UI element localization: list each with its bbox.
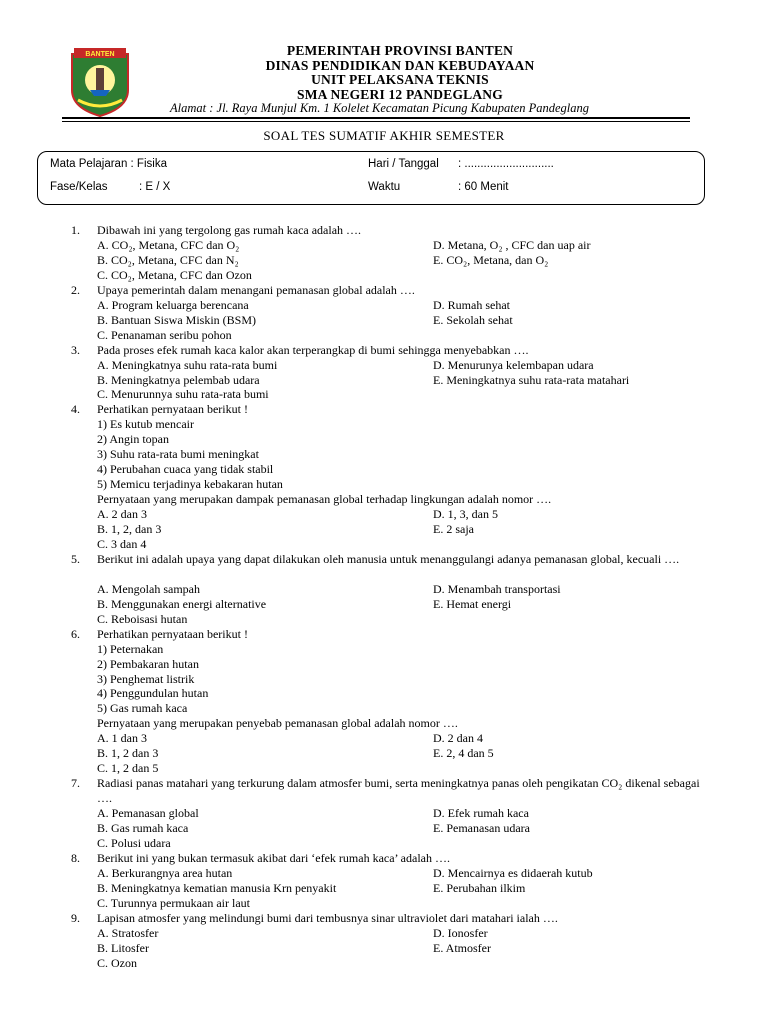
option-d: [433, 507, 498, 522]
option-letter: A.: [97, 865, 112, 880]
option-text: CO₂, Metana, CFC dan Ozon: [111, 267, 252, 282]
option-text: Stratosfer: [111, 925, 159, 940]
option-letter: D.: [433, 507, 448, 522]
option-letter: D.: [433, 297, 448, 312]
option-text: Metana, O₂ , CFC dan uap air: [447, 237, 591, 252]
logo-text: BANTEN: [85, 51, 115, 58]
option-text: CO₂, Metana, CFC dan O₂: [111, 237, 240, 252]
option-b: [97, 881, 336, 896]
option-text: Meningkatnya kematian manusia Krn penyakit: [111, 880, 337, 895]
option-text: 1, 3, dan 5: [447, 507, 498, 522]
time-label: Waktu: [368, 181, 401, 193]
option-a: [97, 926, 158, 941]
question-number: 3.: [71, 342, 80, 357]
option-text: CO₂, Metana, dan O₂: [446, 252, 549, 267]
option-letter: A.: [97, 507, 112, 522]
question-number: 5.: [71, 551, 80, 566]
option-text: Penanaman seribu pohon: [111, 327, 232, 342]
statement-item: 1) Es kutub mencair: [97, 417, 194, 432]
question-text: Perhatikan pernyataan berikut !: [97, 626, 248, 641]
header-rule-thick: [62, 117, 690, 119]
statement-item: 4) Perubahan cuaca yang tidak stabil: [97, 462, 274, 477]
phase-value: : E / X: [139, 181, 171, 193]
option-text: 2 dan 4: [447, 731, 483, 746]
question-text: Berikut ini adalah upaya yang dapat dilakukan oleh manusia untuk menanggulangi adanya pemanasan global, kecuali ….: [97, 551, 680, 566]
option-c: [97, 956, 137, 971]
statement-item: 5) Memicu terjadinya kebakaran hutan: [97, 477, 283, 492]
option-text: Meningkatnya suhu rata-rata bumi: [111, 357, 278, 372]
day-value: : ............................: [458, 158, 554, 170]
option-text: Efek rumah kaca: [447, 806, 529, 821]
option-text: Berkurangnya area hutan: [111, 865, 233, 880]
option-e: [433, 253, 548, 268]
option-text: Turunnya permukaan air laut: [110, 895, 250, 910]
option-text: 1 dan 3: [111, 731, 147, 746]
option-text: Menambah transportasi: [447, 581, 561, 596]
option-text: 1, 2 dan 3: [111, 746, 159, 761]
option-b: [97, 597, 266, 612]
option-text: Ozon: [111, 955, 138, 970]
option-d: [433, 731, 483, 746]
option-text: Gas rumah kaca: [111, 821, 189, 835]
option-a: [97, 806, 199, 821]
option-c: [97, 761, 158, 776]
option-letter: B.: [97, 746, 112, 761]
option-b: [97, 253, 239, 268]
option-c: [97, 387, 269, 402]
question-number: 2.: [71, 282, 80, 297]
option-text: Reboisasi hutan: [111, 611, 188, 626]
header-line-3: UNIT PELAKSANA TEKNIS: [311, 72, 489, 87]
option-text: Mencairnya es didaerah kutub: [447, 865, 593, 880]
option-letter: E.: [433, 252, 447, 267]
option-text: Meningkatnya suhu rata-rata matahari: [446, 372, 630, 387]
header-line-4: SMA NEGERI 12 PANDEGLANG: [297, 86, 503, 102]
day-label: Hari / Tanggal: [368, 158, 439, 170]
option-letter: B.: [97, 312, 112, 327]
option-text: Pemanasan udara: [446, 821, 530, 835]
option-letter: C.: [97, 267, 112, 282]
subject-label: Mata Pelajaran : Fisika: [50, 158, 167, 170]
exam-title: SOAL TES SUMATIF AKHIR SEMESTER: [263, 128, 505, 143]
question-text: Perhatikan pernyataan berikut !: [97, 402, 248, 417]
option-b: [97, 313, 256, 328]
question-text: Upaya pemerintah dalam menangani pemanasan global adalah ….: [97, 282, 415, 297]
option-letter: A.: [97, 806, 112, 821]
option-letter: C.: [97, 835, 112, 850]
option-letter: A.: [97, 357, 112, 372]
option-letter: E.: [433, 312, 447, 327]
option-b: [97, 373, 260, 388]
option-a: [97, 866, 232, 881]
option-letter: B.: [97, 522, 112, 536]
question-text: Berikut ini yang bukan termasuk akibat dari ‘efek rumah kaca’ adalah ….: [97, 850, 450, 865]
option-e: [433, 522, 474, 537]
option-e: [433, 597, 511, 612]
option-e: [433, 746, 494, 761]
option-c: [97, 268, 252, 283]
option-text: 1, 2, dan 3: [111, 522, 162, 536]
option-letter: B.: [97, 252, 112, 267]
option-letter: C.: [97, 387, 112, 402]
option-text: Atmosfer: [445, 940, 491, 955]
option-letter: C.: [97, 761, 112, 776]
option-text: Meningkatnya pelembab udara: [111, 372, 260, 387]
option-e: [433, 881, 525, 896]
question-text: Pada proses efek rumah kaca kalor akan terperangkap di bumi sehingga menyebabkan ….: [97, 342, 529, 357]
option-e: [433, 941, 491, 956]
option-letter: C.: [97, 955, 112, 970]
option-text: 2 dan 3: [111, 507, 147, 522]
option-a: [97, 358, 277, 373]
option-letter: C.: [97, 536, 112, 551]
question-number: 9.: [71, 910, 80, 925]
option-text: 2 saja: [446, 522, 474, 536]
option-letter: A.: [97, 297, 112, 312]
option-text: Bantuan Siswa Miskin (BSM): [111, 312, 257, 327]
statement-item: 2) Angin topan: [97, 432, 169, 447]
option-text: Rumah sehat: [447, 297, 510, 312]
statement-item: 2) Pembakaran hutan: [97, 656, 199, 671]
option-letter: D.: [433, 731, 448, 746]
statement-item: 1) Peternakan: [97, 641, 164, 656]
option-c: [97, 896, 250, 911]
option-letter: E.: [433, 940, 446, 955]
option-text: Mengolah sampah: [111, 581, 200, 596]
option-letter: D.: [433, 925, 448, 940]
option-a: [97, 731, 147, 746]
option-letter: B.: [97, 372, 112, 387]
option-letter: C.: [97, 611, 112, 626]
option-text: Hemat energi: [446, 596, 512, 611]
option-letter: D.: [433, 865, 448, 880]
option-text: Perubahan ilkim: [446, 880, 526, 895]
option-text: Menurunya kelembapan udara: [447, 357, 594, 372]
option-letter: E.: [433, 522, 447, 536]
option-letter: D.: [433, 806, 448, 821]
option-d: [433, 866, 593, 881]
option-letter: E.: [433, 596, 447, 611]
option-letter: E.: [433, 372, 447, 387]
option-letter: E.: [433, 880, 447, 895]
option-text: Sekolah sehat: [446, 312, 513, 327]
option-letter: B.: [97, 821, 112, 835]
option-text: CO₂, Metana, CFC dan N₂: [111, 252, 239, 267]
option-e: [433, 313, 513, 328]
option-c: [97, 612, 187, 627]
option-a: [97, 298, 249, 313]
option-text: Pemanasan global: [111, 806, 199, 821]
question-text: Dibawah ini yang tergolong gas rumah kaca adalah ….: [97, 223, 362, 237]
statement-item: 4) Penggundulan hutan: [97, 686, 209, 701]
phase-label: Fase/Kelas: [50, 181, 108, 193]
statement-item: 5) Gas rumah kaca: [97, 701, 188, 716]
option-text: Polusi udara: [111, 835, 171, 850]
option-letter: C.: [97, 327, 112, 342]
question-stem: Pernyataan yang merupakan penyebab pemanasan global adalah nomor ….: [97, 716, 458, 731]
option-a: [97, 238, 239, 253]
question-number: 8.: [71, 850, 80, 865]
question-number: 4.: [71, 402, 80, 417]
option-letter: A.: [97, 731, 112, 746]
option-c: [97, 328, 232, 343]
school-address: Alamat : Jl. Raya Munjul Km. 1 Kolelet Kecamatan Picung Kabupaten Pandeglang: [170, 101, 590, 115]
option-d: [433, 806, 529, 821]
time-value: : 60 Menit: [458, 181, 509, 193]
option-d: [433, 298, 510, 313]
option-b: [97, 941, 149, 956]
banten-logo: [68, 46, 132, 118]
option-letter: C.: [97, 895, 111, 910]
letterhead: [140, 44, 660, 102]
option-e: [433, 821, 530, 836]
option-letter: B.: [97, 880, 112, 895]
option-letter: D.: [433, 357, 448, 372]
option-letter: D.: [433, 581, 448, 596]
option-letter: A.: [97, 925, 112, 940]
option-text: 3 dan 4: [111, 536, 147, 551]
option-b: [97, 821, 188, 836]
option-text: Ionosfer: [447, 925, 488, 940]
option-a: [97, 582, 200, 597]
header-rule-thin: [62, 121, 690, 122]
option-letter: B.: [97, 596, 112, 611]
question-number: 6.: [71, 626, 80, 641]
option-text: Menurunnya suhu rata-rata bumi: [111, 387, 269, 402]
question-text: Lapisan atmosfer yang melindungi bumi dari tembusnya sinar ultraviolet dari matahari ialah ….: [97, 910, 558, 925]
option-d: [433, 358, 594, 373]
option-d: [433, 926, 488, 941]
exam-info-box: [37, 151, 705, 205]
option-text: 1, 2 dan 5: [111, 761, 159, 776]
question-number: 7.: [71, 776, 80, 791]
option-e: [433, 373, 629, 388]
header-line-1: PEMERINTAH PROVINSI BANTEN: [286, 43, 514, 58]
option-b: [97, 746, 158, 761]
option-letter: E.: [433, 746, 447, 761]
header-line-2: DINAS PENDIDIKAN DAN KEBUDAYAAN: [265, 57, 535, 73]
question-number: 1.: [71, 223, 80, 237]
option-letter: D.: [433, 237, 448, 252]
question-text: Radiasi panas matahari yang terkurung dalam atmosfer bumi, serta meningkatnya panas oleh pengikatan CO₂ dikenal sebagai ….: [97, 776, 700, 806]
option-a: [97, 507, 147, 522]
statement-item: 3) Penghemat listrik: [97, 671, 195, 686]
option-letter: B.: [97, 940, 112, 955]
option-letter: A.: [97, 237, 112, 252]
option-letter: A.: [97, 581, 112, 596]
option-c: [97, 836, 171, 851]
statement-item: 3) Suhu rata-rata bumi meningkat: [97, 447, 259, 462]
question-stem: Pernyataan yang merupakan dampak pemanasan global terhadap lingkungan adalah nomor ….: [97, 492, 552, 507]
option-d: [433, 238, 591, 253]
option-text: Program keluarga berencana: [111, 297, 249, 312]
option-b: [97, 522, 161, 537]
option-c: [97, 537, 146, 552]
option-d: [433, 582, 561, 597]
option-letter: E.: [433, 821, 447, 835]
option-text: Litosfer: [111, 940, 150, 955]
option-text: Menggunakan energi alternative: [111, 596, 267, 611]
option-text: 2, 4 dan 5: [446, 746, 494, 761]
